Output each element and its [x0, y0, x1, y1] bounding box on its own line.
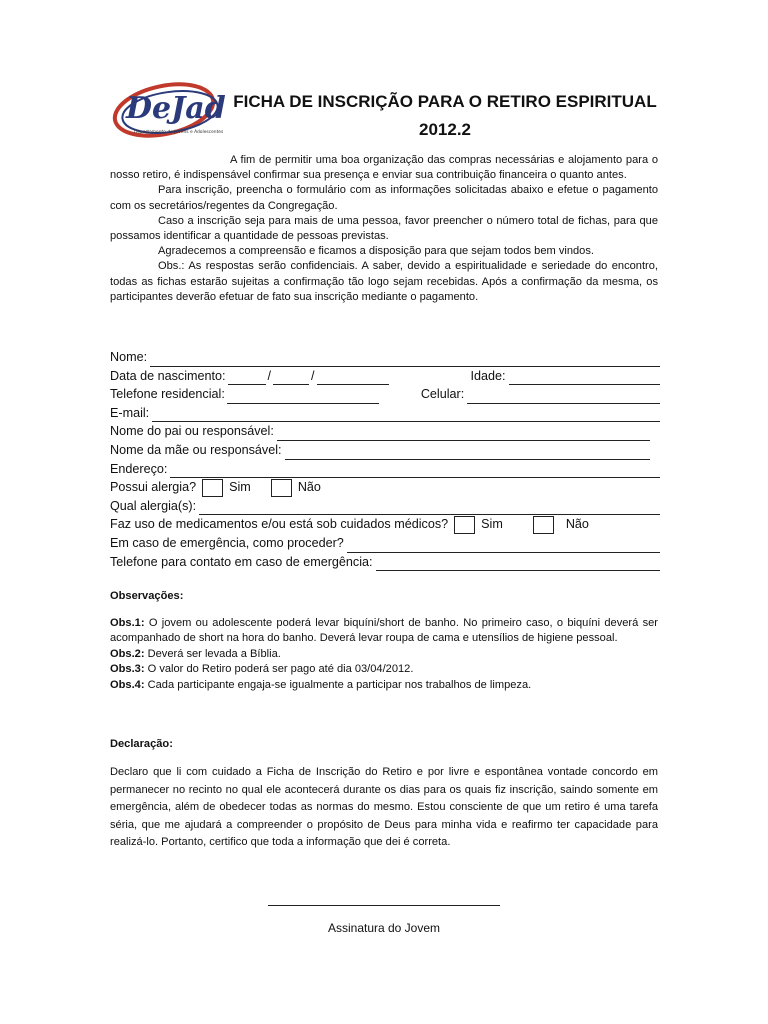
qual-alergia-field[interactable]	[199, 501, 660, 515]
pai-field[interactable]	[277, 427, 650, 441]
observacoes-heading: Observações:	[110, 590, 184, 602]
label-medicamentos-nao: Não	[565, 517, 589, 532]
row-pai	[110, 422, 660, 441]
document-title	[230, 88, 660, 144]
telefone-field[interactable]	[227, 390, 379, 404]
label-nascimento: Data de nascimento:	[110, 368, 226, 383]
emergencia-field[interactable]	[347, 539, 660, 553]
label-alergia: Possui alergia?	[110, 480, 197, 495]
obs-label: Obs.4:	[110, 678, 145, 691]
label-telefone: Telefone residencial:	[110, 387, 225, 402]
intro-text	[110, 153, 658, 305]
row-medicamentos	[110, 515, 660, 534]
label-qual-alergia: Qual alergia(s):	[110, 498, 197, 513]
label-contato: Telefone para contato em caso de emergência:	[110, 554, 373, 569]
svg-text:Departamento de Jovens e Adole: Departamento de Jovens e Adolescentes	[134, 130, 224, 135]
svg-text:DeJad: DeJad	[126, 91, 226, 126]
label-idade: Idade:	[470, 368, 506, 383]
obs-text: O jovem ou adolescente poderá levar biquíni/short de banho. No primeiro caso, o biquíni deverá ser acompanhado de short na hora do banho. Deverá levar roupa de cama e utensílios de higiene pessoal.	[110, 617, 658, 645]
medicamentos-nao-checkbox[interactable]	[533, 516, 554, 534]
contato-field[interactable]	[376, 557, 660, 571]
obs-text: O valor do Retiro poderá ser pago até dia 03/04/2012.	[147, 663, 414, 676]
declaracao-text: Declaro que li com cuidado a Ficha de Inscrição do Retiro e por livre e espontânea vontade concordo em permanecer no recinto no qual ele acontecerá durante os dias para os quais fiz inscrição, saindo somente em emergência, além de obedecer todas as normas do mesmo. Estou consciente de que um retiro é uma tarefa séria, que me ajudará a compreender o propósito de Deus para minha vida e reafirmo ter capacidade para realizá-lo. Portanto, certifico que toda a informação que dei é correta.	[110, 766, 658, 849]
idade-field[interactable]	[509, 371, 660, 385]
email-field[interactable]	[152, 408, 660, 422]
title-line-2: 2012.2	[419, 120, 471, 139]
obs-item	[110, 647, 658, 662]
nome-field[interactable]	[150, 353, 660, 367]
row-mae	[110, 441, 660, 460]
row-email	[110, 404, 660, 423]
endereco-field[interactable]	[170, 464, 660, 478]
label-celular: Celular:	[420, 387, 465, 402]
intro-paragraph: A fim de permitir uma boa organização das compras necessárias e alojamento para o nosso retiro, é indispensável confirmar sua presença e enviar sua contribuição financeira o quanto antes.	[110, 154, 658, 182]
observacoes-list	[110, 616, 658, 693]
row-nome	[110, 348, 660, 367]
row-emergencia	[110, 534, 660, 553]
alergia-sim-checkbox[interactable]	[202, 479, 223, 497]
label-medicamentos: Faz uso de medicamentos e/ou está sob cuidados médicos?	[110, 517, 449, 532]
signature-line[interactable]	[268, 905, 500, 906]
birth-month-field[interactable]	[273, 371, 309, 385]
row-nascimento: Data de nascimento: / / Idade:	[110, 367, 660, 386]
medicamentos-sim-checkbox[interactable]	[454, 516, 475, 534]
label-mae: Nome da mãe ou responsável:	[110, 442, 282, 457]
registration-form	[110, 348, 660, 571]
row-endereco	[110, 460, 660, 479]
label-alergia-sim: Sim	[229, 480, 251, 495]
row-contato	[110, 553, 660, 572]
obs-label: Obs.2:	[110, 647, 145, 660]
row-alergia	[110, 478, 660, 497]
label-nome: Nome:	[110, 350, 148, 364]
declaracao-heading: Declaração:	[110, 738, 173, 750]
obs-item	[110, 662, 658, 677]
obs-item	[110, 678, 658, 693]
dejad-logo	[112, 80, 232, 142]
label-alergia-nao: Não	[297, 480, 321, 495]
birth-day-field[interactable]	[228, 371, 266, 385]
celular-field[interactable]	[467, 390, 660, 404]
row-qual-alergia	[110, 497, 660, 516]
obs-text: Cada participante engaja-se igualmente a participar nos trabalhos de limpeza.	[147, 678, 532, 691]
birth-year-field[interactable]	[317, 371, 389, 385]
label-medicamentos-sim: Sim	[481, 517, 503, 532]
row-telefone	[110, 385, 660, 404]
signature-label: Assinatura do Jovem	[327, 921, 441, 935]
obs-text: Deverá ser levada a Bíblia.	[147, 647, 281, 660]
intro-paragraph: Agradecemos a compreensão e ficamos a disposição para que sejam todos bem vindos.	[158, 245, 594, 258]
mae-field[interactable]	[285, 446, 650, 460]
alergia-nao-checkbox[interactable]	[271, 479, 292, 497]
intro-paragraph: Caso a inscrição seja para mais de uma pessoa, favor preencher o número total de fichas, para que possamos identificar a quantidade de pessoas previstas.	[110, 214, 658, 243]
intro-paragraph: Obs.: As respostas serão confidenciais. A saber, devido a espiritualidade e seriedade do encontro, todas as fichas estarão sujeitas a confirmação tão logo sejam recebidas. Após a confirmação da mesma, os participantes deverão efetuar de fato sua inscrição mediante o pagamento.	[110, 260, 658, 303]
label-endereco: Endereço:	[110, 461, 168, 476]
obs-label: Obs.1:	[110, 617, 145, 629]
intro-paragraph: Para inscrição, preencha o formulário com as informações solicitadas abaixo e efetue o pagamento com os secretários/regentes da Congregação.	[110, 184, 658, 212]
title-line-1: FICHA DE INSCRIÇÃO PARA O RETIRO ESPIRITUAL	[233, 92, 657, 111]
label-pai: Nome do pai ou responsável:	[110, 424, 274, 439]
label-email: E-mail:	[110, 405, 150, 420]
label-emergencia: Em caso de emergência, como proceder?	[110, 535, 344, 550]
obs-item	[110, 616, 658, 647]
obs-label: Obs.3:	[110, 663, 145, 676]
